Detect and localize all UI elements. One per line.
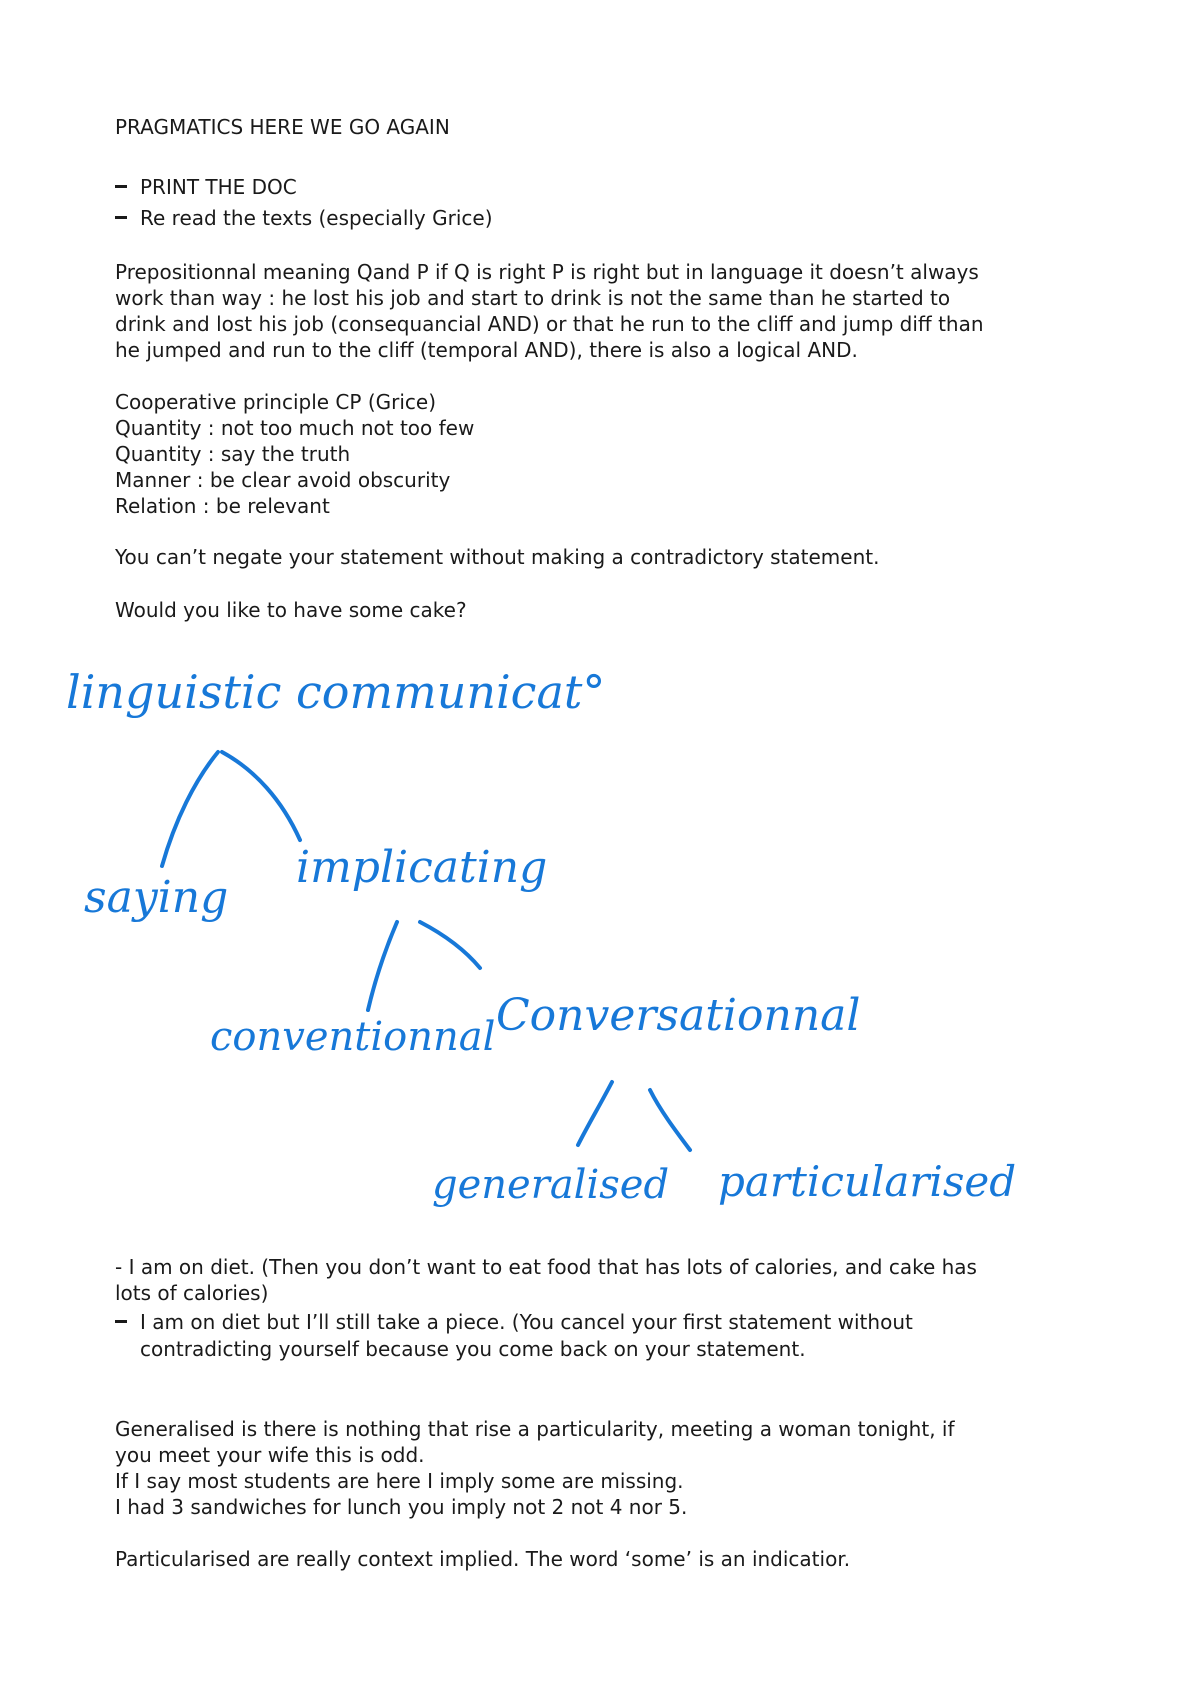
- paragraph-line: I had 3 sandwiches for lunch you imply not 2 not 4 nor 5.: [115, 1495, 688, 1519]
- paragraph-line: If I say most students are here I imply some are missing.: [115, 1469, 684, 1493]
- tree-branch: [162, 752, 218, 866]
- paragraph-line: he jumped and run to the cliff (temporal AND), there is also a logical AND.: [115, 338, 858, 362]
- diagram-implicating-label: implicating: [296, 842, 548, 893]
- paragraph-line: Prepositionnal meaning Qand P if Q is right P is right but in language it doesn’t always: [115, 260, 979, 284]
- tree-branch: [578, 1082, 612, 1145]
- diagram-generalised-label: generalised: [432, 1162, 670, 1208]
- paragraph-line: Would you like to have some cake?: [115, 598, 467, 622]
- bullet-dash: [115, 174, 127, 200]
- paragraph-line: Manner : be clear avoid obscurity: [115, 468, 451, 492]
- paragraph-line: work than way : he lost his job and start to drink is not the same than he started to: [115, 286, 951, 310]
- paragraph-line: Cooperative principle CP (Grice): [115, 390, 436, 414]
- paragraph-line: contradicting yourself because you come back on your statement.: [140, 1337, 806, 1361]
- paragraph-line: Relation : be relevant: [115, 494, 330, 518]
- paragraph-line: Generalised is there is nothing that rise a particularity, meeting a woman tonight, if: [115, 1417, 955, 1441]
- diagram-conventional-label: conventionnal: [210, 1014, 496, 1060]
- paragraph-line: - I am on diet. (Then you don’t want to eat food that has lots of calories, and cake has: [115, 1255, 977, 1279]
- paragraph-line: Particularised are really context implied. The word ‘some’ is an indicatior.: [115, 1547, 851, 1571]
- diagram-particularised-label: particularised: [718, 1157, 1017, 1206]
- paragraph-line: I am on diet but I’ll still take a piece. (You cancel your first statement without: [140, 1310, 913, 1334]
- paragraph-line: Quantity : say the truth: [115, 442, 351, 466]
- diagram-saying-label: saying: [84, 872, 229, 923]
- todo-item: Re read the texts (especially Grice): [140, 206, 493, 230]
- paragraph-line: drink and lost his job (consequancial AND) or that he run to the cliff and jump diff than: [115, 312, 984, 336]
- tree-branch: [222, 752, 300, 840]
- handwritten-diagram: [0, 640, 1200, 1220]
- todo-item: PRINT THE DOC: [140, 175, 297, 199]
- diagram-root-label: linguistic communicat°: [66, 665, 606, 719]
- paragraph-line: you meet your wife this is odd.: [115, 1443, 425, 1467]
- paragraph-line: You can’t negate your statement without making a contradictory statement.: [115, 545, 880, 569]
- bullet-dash: [115, 1309, 127, 1335]
- paragraph-line: lots of calories): [115, 1281, 269, 1305]
- bullet-dash: [115, 205, 127, 231]
- tree-branch: [368, 922, 397, 1010]
- tree-branch: [650, 1090, 690, 1150]
- tree-branch: [420, 922, 480, 968]
- diagram-conversational-label: Conversationnal: [496, 990, 861, 1041]
- paragraph-line: Quantity : not too much not too few: [115, 416, 475, 440]
- document-title: PRAGMATICS HERE WE GO AGAIN: [115, 115, 450, 139]
